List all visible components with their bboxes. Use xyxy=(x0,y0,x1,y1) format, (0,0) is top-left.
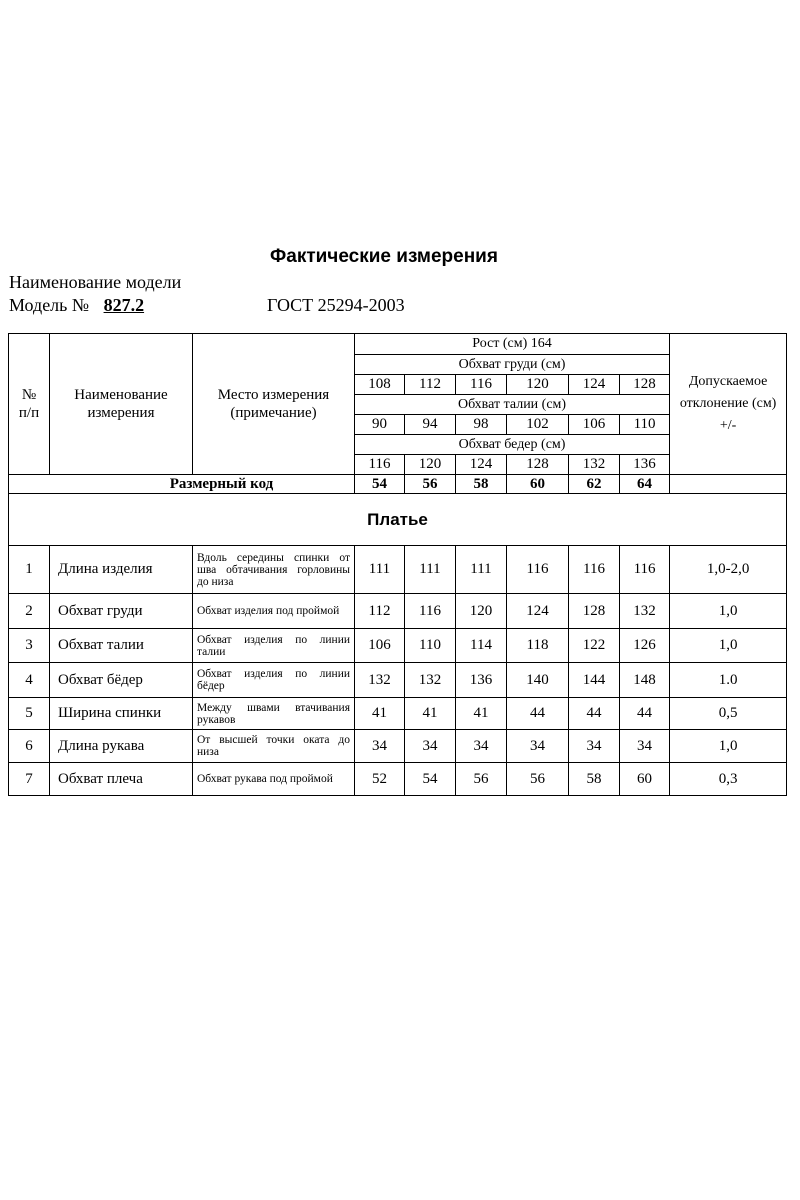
row-value: 34 xyxy=(456,730,507,763)
row-place: Между швами втачивания рукавов xyxy=(193,698,355,730)
row-value: 52 xyxy=(355,763,405,796)
row-name: Обхват талии xyxy=(50,629,193,663)
header-place: Место измерения (примечание) xyxy=(193,334,355,475)
model-number-label: Модель № xyxy=(9,295,90,315)
chest-size-cell: 112 xyxy=(405,375,456,395)
row-value: 132 xyxy=(355,663,405,698)
size-code-row xyxy=(9,475,787,494)
row-value: 56 xyxy=(456,763,507,796)
row-value: 111 xyxy=(405,546,456,594)
table-row xyxy=(9,730,787,763)
size-code-cell: 58 xyxy=(456,475,507,494)
size-code-cell: 64 xyxy=(620,475,670,494)
row-value: 116 xyxy=(569,546,620,594)
row-value: 144 xyxy=(569,663,620,698)
table-row xyxy=(9,698,787,730)
row-name: Обхват груди xyxy=(50,594,193,629)
table-row xyxy=(9,594,787,629)
table-body xyxy=(9,334,787,796)
row-value: 120 xyxy=(456,594,507,629)
row-num: 4 xyxy=(9,663,50,698)
row-value: 132 xyxy=(620,594,670,629)
row-place: Вдоль середины спинки от шва обтачивания горловины до низа xyxy=(193,546,355,594)
header-hips: Обхват бедер (см) xyxy=(355,435,670,455)
row-tolerance: 0,5 xyxy=(670,698,787,730)
waist-size-cell: 98 xyxy=(456,415,507,435)
size-code-cell: 60 xyxy=(507,475,569,494)
page-title: Фактические измерения xyxy=(270,246,498,267)
row-place: От высшей точки оката до низа xyxy=(193,730,355,763)
row-place: Обхват изделия по линии талии xyxy=(193,629,355,663)
waist-size-cell: 90 xyxy=(355,415,405,435)
header-num: № п/п xyxy=(9,334,50,475)
row-name: Обхват плеча xyxy=(50,763,193,796)
chest-size-cell: 108 xyxy=(355,375,405,395)
waist-size-cell: 102 xyxy=(507,415,569,435)
size-code-label: Размерный код xyxy=(9,475,355,494)
size-code-cell: 56 xyxy=(405,475,456,494)
row-value: 54 xyxy=(405,763,456,796)
size-code-cell: 62 xyxy=(569,475,620,494)
table-row xyxy=(9,663,787,698)
header-waist: Обхват талии (см) xyxy=(355,395,670,415)
waist-size-cell: 106 xyxy=(569,415,620,435)
row-value: 111 xyxy=(355,546,405,594)
row-value: 122 xyxy=(569,629,620,663)
size-code-cell: 54 xyxy=(355,475,405,494)
header-chest: Обхват груди (см) xyxy=(355,355,670,375)
row-value: 116 xyxy=(620,546,670,594)
model-number: 827.2 xyxy=(103,295,145,315)
row-value: 34 xyxy=(405,730,456,763)
row-value: 124 xyxy=(507,594,569,629)
row-value: 116 xyxy=(507,546,569,594)
row-name: Длина рукава xyxy=(50,730,193,763)
row-num: 2 xyxy=(9,594,50,629)
row-value: 116 xyxy=(405,594,456,629)
row-value: 126 xyxy=(620,629,670,663)
table-row xyxy=(9,763,787,796)
measurements-table xyxy=(8,333,787,796)
row-value: 41 xyxy=(405,698,456,730)
model-name-label: Наименование модели xyxy=(9,272,182,292)
row-value: 136 xyxy=(456,663,507,698)
header-measure-name: Наименование измерения xyxy=(50,334,193,475)
row-place: Обхват рукава под проймой xyxy=(193,763,355,796)
row-tolerance: 1.0 xyxy=(670,663,787,698)
row-num: 3 xyxy=(9,629,50,663)
hip-size-cell: 132 xyxy=(569,455,620,475)
chest-size-cell: 128 xyxy=(620,375,670,395)
hip-size-cell: 116 xyxy=(355,455,405,475)
row-place: Обхват изделия под проймой xyxy=(193,594,355,629)
row-value: 112 xyxy=(355,594,405,629)
waist-size-cell: 110 xyxy=(620,415,670,435)
row-value: 56 xyxy=(507,763,569,796)
chest-size-cell: 124 xyxy=(569,375,620,395)
row-num: 6 xyxy=(9,730,50,763)
waist-size-cell: 94 xyxy=(405,415,456,435)
table-row xyxy=(9,546,787,594)
row-name: Ширина спинки xyxy=(50,698,193,730)
chest-size-cell: 116 xyxy=(456,375,507,395)
header-height: Рост (см) 164 xyxy=(355,334,670,355)
standard-label: ГОСТ 25294-2003 xyxy=(267,295,405,315)
row-value: 60 xyxy=(620,763,670,796)
row-value: 44 xyxy=(620,698,670,730)
table-row xyxy=(9,629,787,663)
row-tolerance: 1,0 xyxy=(670,629,787,663)
row-value: 44 xyxy=(569,698,620,730)
row-value: 41 xyxy=(355,698,405,730)
section-title: Платье xyxy=(9,494,787,546)
hip-size-cell: 124 xyxy=(456,455,507,475)
row-value: 118 xyxy=(507,629,569,663)
row-value: 44 xyxy=(507,698,569,730)
header-tolerance: Допускаемое отклонение (см) +/- xyxy=(670,334,787,475)
row-value: 41 xyxy=(456,698,507,730)
row-value: 34 xyxy=(355,730,405,763)
row-value: 114 xyxy=(456,629,507,663)
row-value: 111 xyxy=(456,546,507,594)
row-value: 140 xyxy=(507,663,569,698)
size-code-empty-cell xyxy=(670,475,787,494)
chest-size-cell: 120 xyxy=(507,375,569,395)
hip-size-cell: 136 xyxy=(620,455,670,475)
row-tolerance: 0,3 xyxy=(670,763,787,796)
row-value: 132 xyxy=(405,663,456,698)
row-place: Обхват изделия по линии бёдер xyxy=(193,663,355,698)
hip-size-cell: 128 xyxy=(507,455,569,475)
row-value: 110 xyxy=(405,629,456,663)
model-number-line xyxy=(9,295,769,316)
row-name: Обхват бёдер xyxy=(50,663,193,698)
row-value: 58 xyxy=(569,763,620,796)
row-tolerance: 1,0 xyxy=(670,594,787,629)
row-num: 7 xyxy=(9,763,50,796)
row-value: 34 xyxy=(507,730,569,763)
row-value: 106 xyxy=(355,629,405,663)
row-num: 5 xyxy=(9,698,50,730)
row-tolerance: 1,0 xyxy=(670,730,787,763)
row-value: 128 xyxy=(569,594,620,629)
hip-size-cell: 120 xyxy=(405,455,456,475)
row-tolerance: 1,0-2,0 xyxy=(670,546,787,594)
row-value: 148 xyxy=(620,663,670,698)
row-value: 34 xyxy=(620,730,670,763)
row-name: Длина изделия xyxy=(50,546,193,594)
row-num: 1 xyxy=(9,546,50,594)
row-value: 34 xyxy=(569,730,620,763)
